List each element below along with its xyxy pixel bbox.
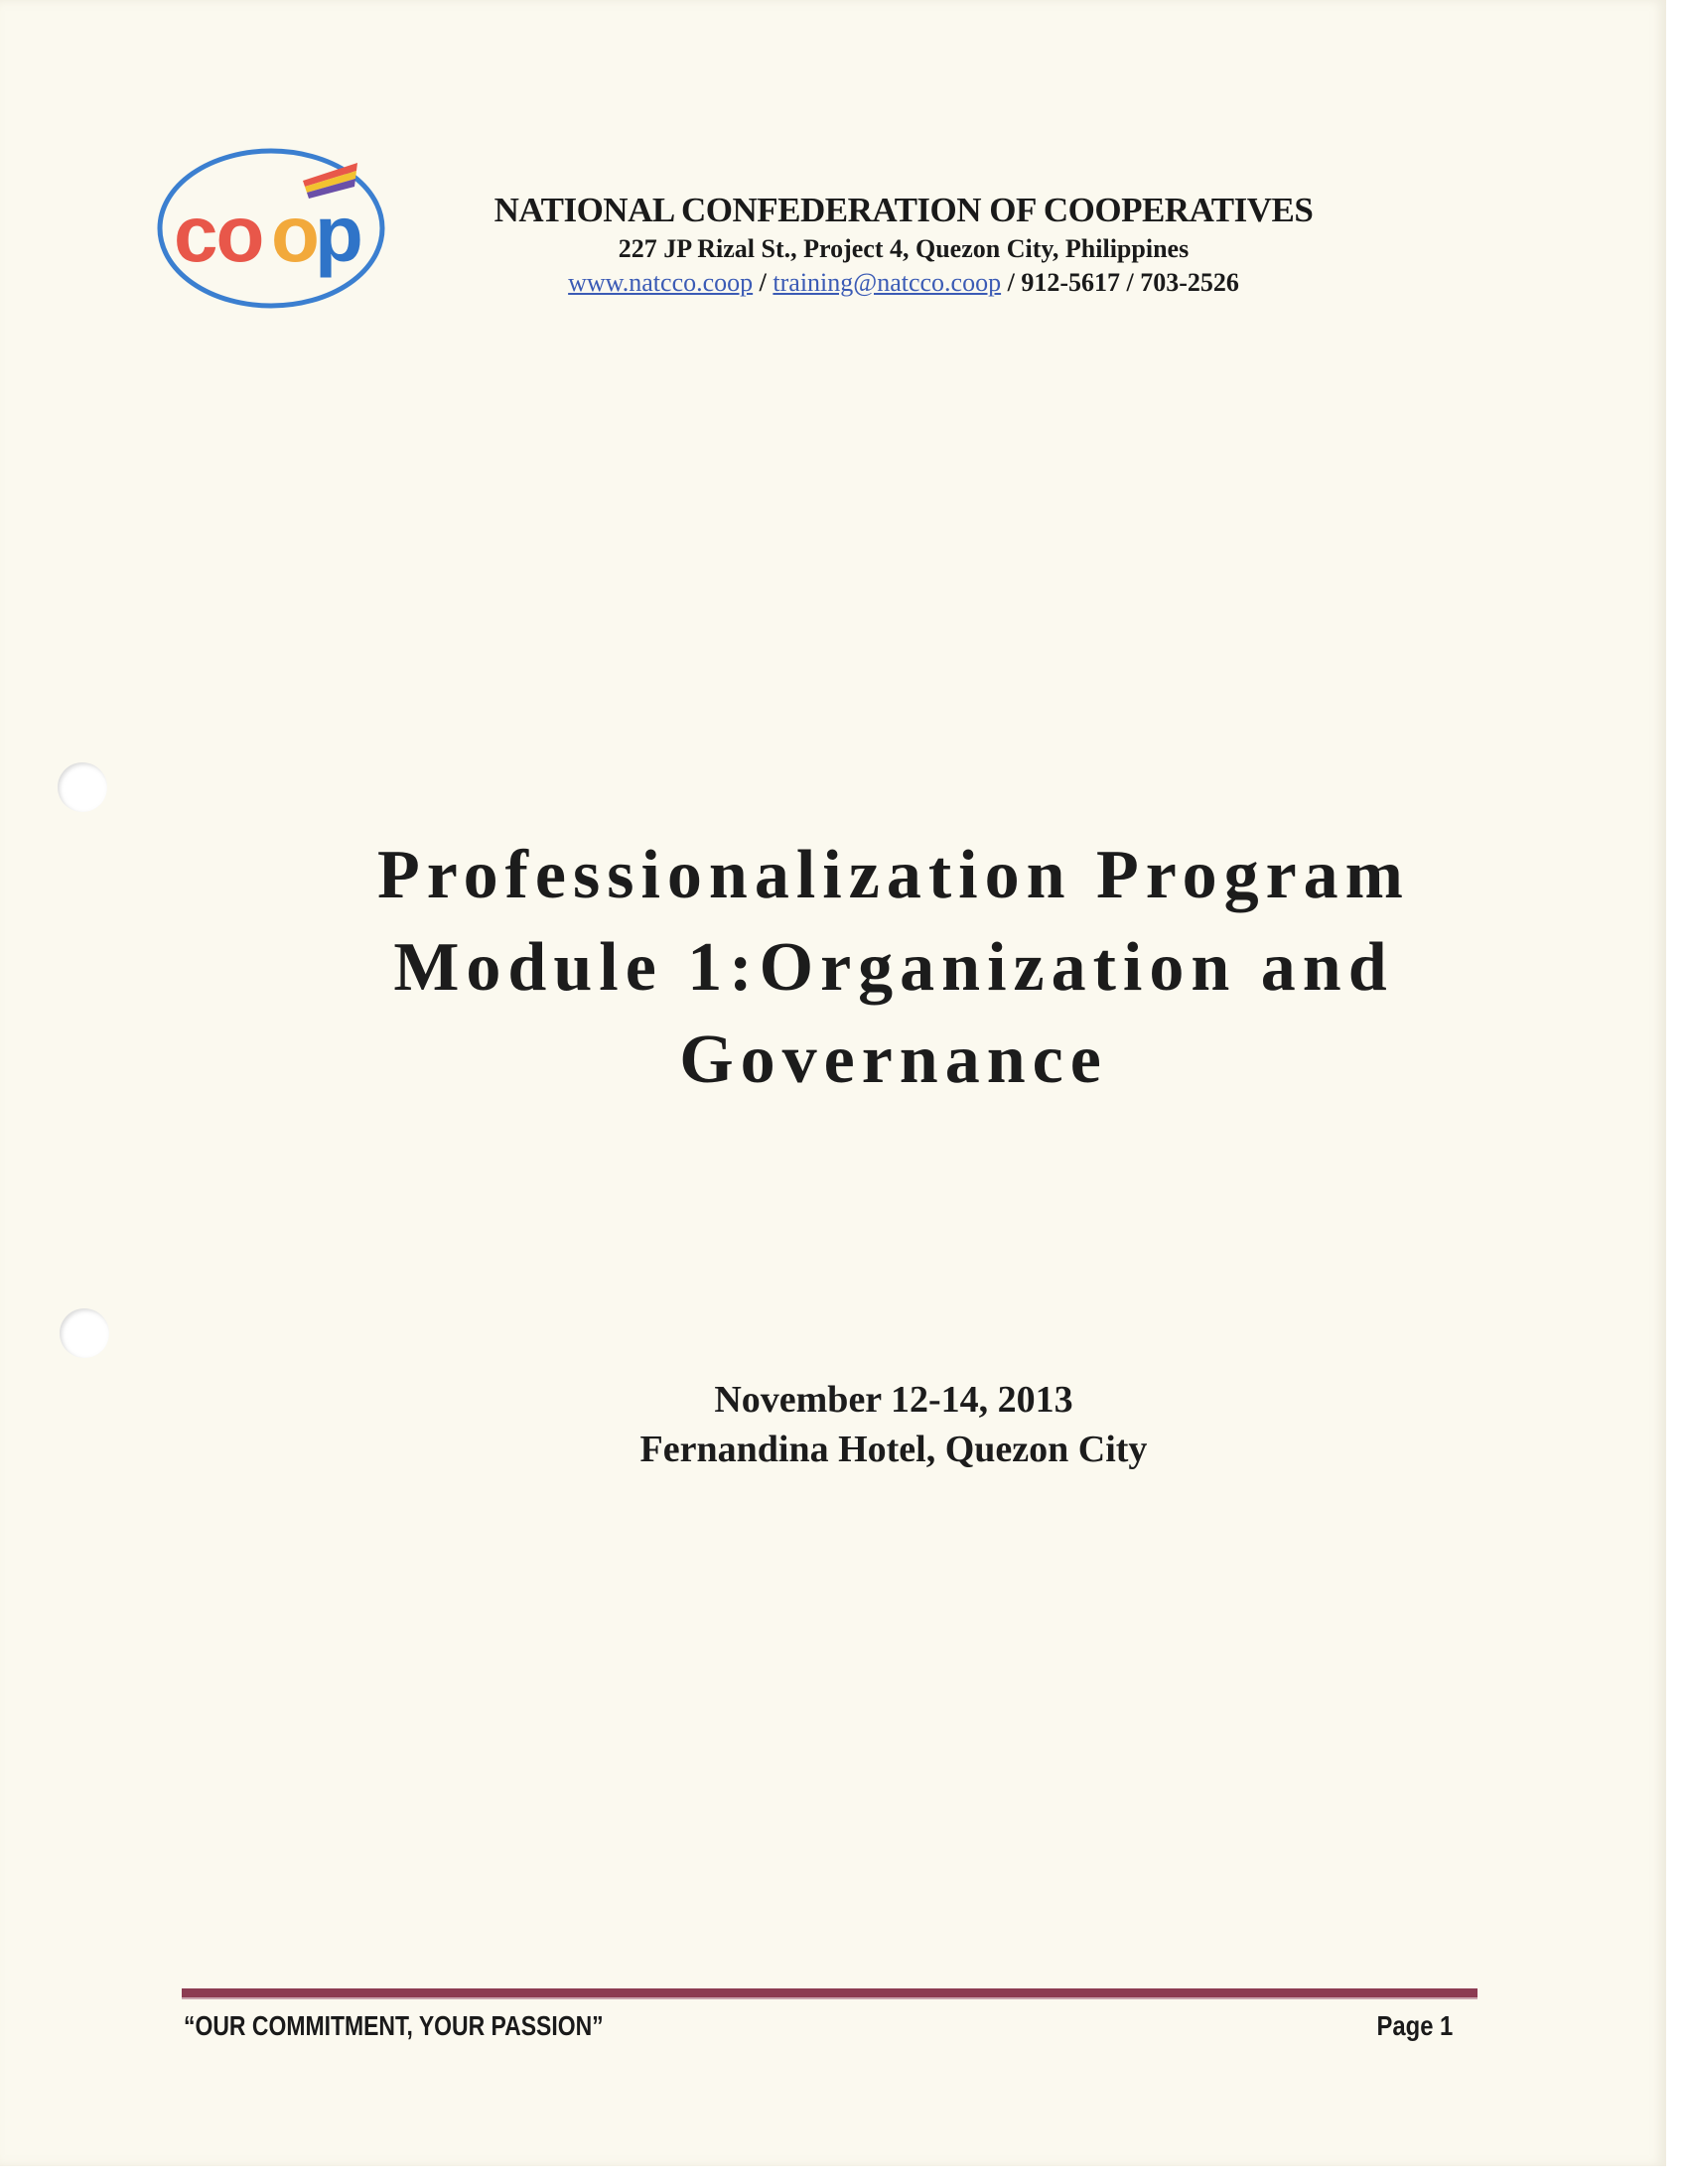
event-venue: Fernandina Hotel, Quezon City — [639, 1429, 1148, 1470]
title-line-3: Governance — [679, 1022, 1108, 1098]
svg-text:o: o — [271, 190, 320, 278]
footer-divider — [182, 1988, 1477, 1999]
letterhead — [407, 189, 1400, 300]
footer-motto: “OUR COMMITMENT, YOUR PASSION” — [184, 2010, 604, 2041]
phone-numbers: / 912-5617 / 703-2526 — [1001, 268, 1239, 297]
punch-hole — [60, 1308, 109, 1358]
title-line-1: Professionalization Program — [377, 837, 1410, 913]
title-line-2: Module 1:Organization and — [393, 929, 1394, 1006]
website-link[interactable]: www.natcco.coop — [568, 268, 754, 297]
organization-address: 227 JP Rizal St., Project 4, Quezon City, Philippines — [618, 234, 1190, 263]
organization-contact — [407, 266, 1400, 300]
contact-separator: / — [753, 268, 774, 297]
svg-text:co: co — [174, 190, 263, 278]
event-details — [496, 1375, 1291, 1474]
page-number: Page 1 — [1376, 2010, 1453, 2041]
punch-hole — [58, 762, 107, 812]
email-link[interactable]: training@natcco.coop — [773, 268, 1002, 297]
svg-text:p: p — [315, 190, 363, 278]
document-title — [199, 829, 1589, 1106]
event-date: November 12-14, 2013 — [714, 1379, 1073, 1421]
coop-logo — [154, 139, 392, 313]
organization-name: NATIONAL CONFEDERATION OF COOPERATIVES — [493, 191, 1314, 229]
